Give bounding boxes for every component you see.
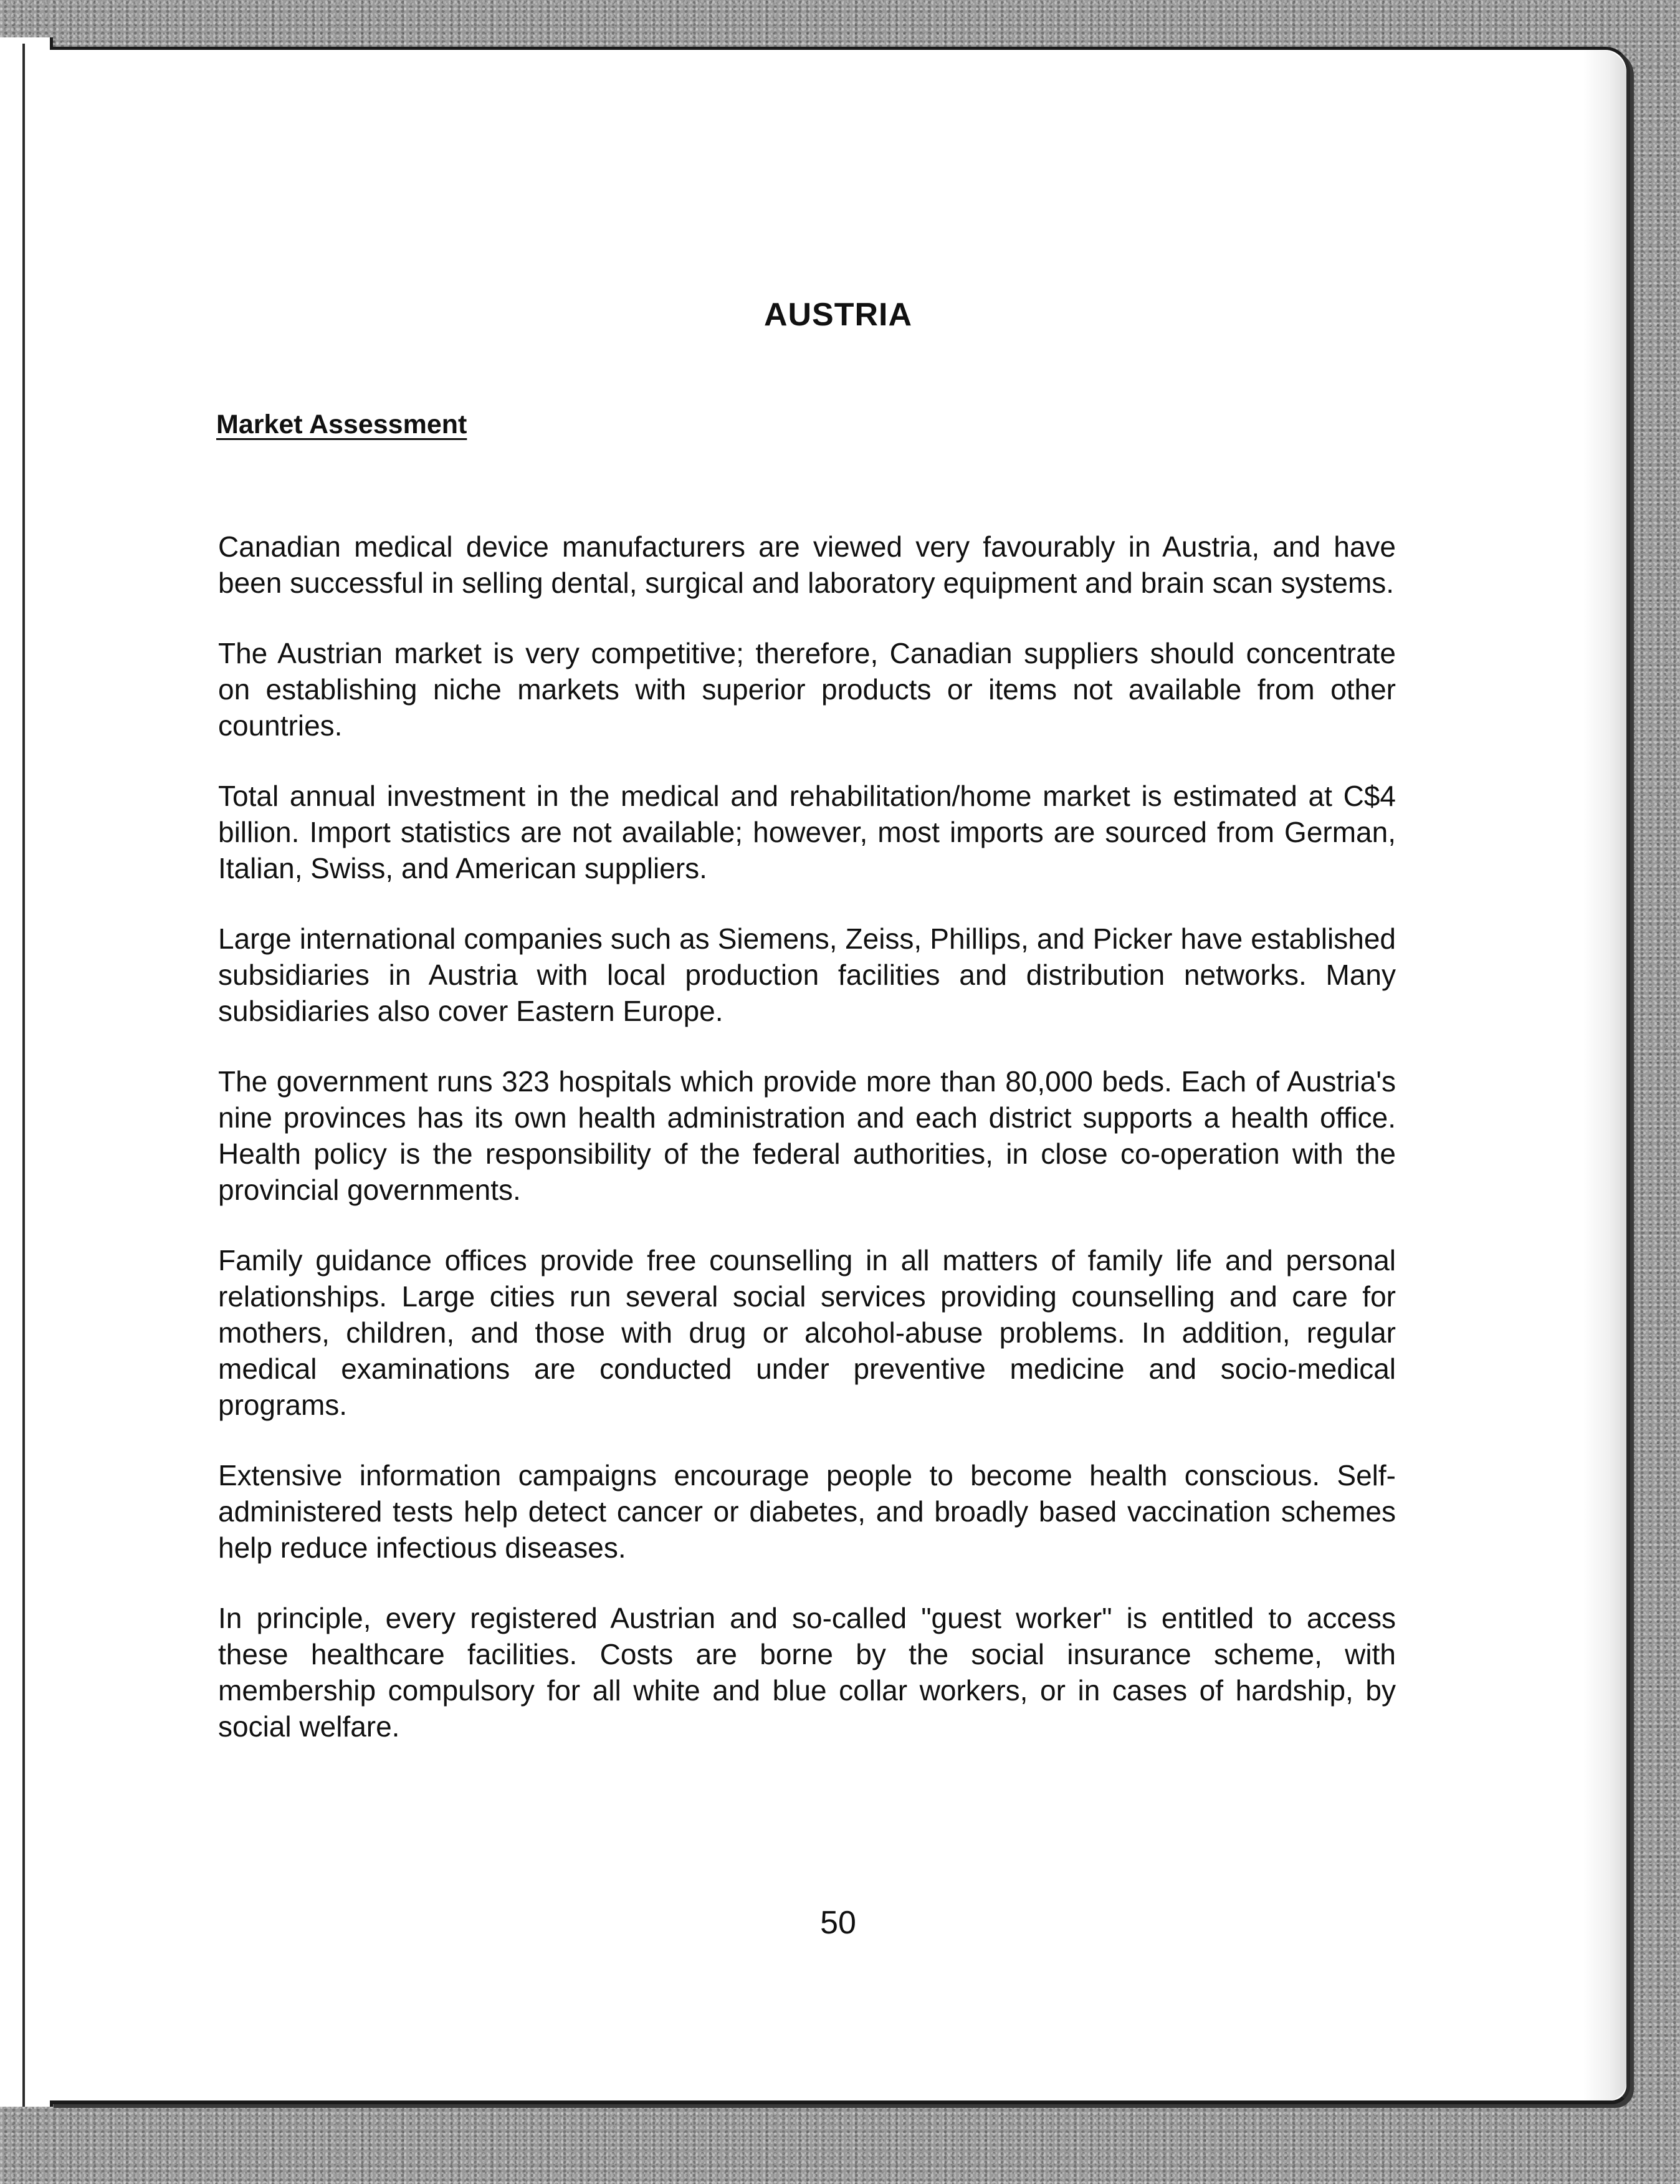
- paragraph: Large international companies such as Siemens, Zeiss, Phillips, and Picker have established subsidiaries in Austria with local production facilities and distribution networks. Many subsidiaries also cover Eastern Europe.: [218, 922, 1396, 1027]
- paragraph: Extensive information campaigns encourage people to become health conscious. Self-administered tests help detect cancer or diabetes, and broadly based vaccination schemes help reduce infectious diseases.: [218, 1459, 1396, 1564]
- binding-edge: [22, 44, 25, 2107]
- paragraph: Canadian medical device manufacturers are viewed very favourably in Austria, and have been successful in selling dental, surgical and laboratory equipment and brain scan systems.: [218, 530, 1396, 599]
- page-title: AUSTRIA: [763, 297, 913, 333]
- paragraph: The Austrian market is very competitive; therefore, Canadian suppliers should concentrate on establishing niche markets with superior products or items not available from other countries.: [218, 637, 1396, 742]
- paragraph: In principle, every registered Austrian and so-called "guest worker" is entitled to access these healthcare facilities. Costs are borne by the social insurance scheme, with membership compulsory for all white and blue collar workers, or in cases of hardship, by social welfare.: [218, 1602, 1396, 1743]
- paragraph: Total annual investment in the medical and rehabilitation/home market is estimated at C$4 billion. Import statistics are not available; however, most imports are sourced from German, Italian, Swiss, and American suppliers.: [218, 780, 1396, 884]
- section-heading: Market Assessment: [216, 410, 467, 439]
- page-curl-shadow: [1583, 50, 1626, 2100]
- paragraph: The government runs 323 hospitals which provide more than 80,000 beds. Each of Austria's nine provinces has its own health administration and each district supports a health office. Health policy is the responsibility of the federal authorities, in close co-operation with the provincial governments.: [218, 1065, 1396, 1206]
- paragraph: Family guidance offices provide free counselling in all matters of family life and personal relationships. Large cities run several social services providing counselling and care for mothers, children, and those with drug or alcohol-abuse problems. In addition, regular medical examinations are conducted under preventive medicine and socio-medical programs.: [218, 1244, 1396, 1421]
- page-number: 50: [820, 1905, 856, 1941]
- document-page: [50, 47, 1630, 2104]
- binding-spine: [0, 37, 53, 2107]
- body-text: [218, 529, 1396, 1779]
